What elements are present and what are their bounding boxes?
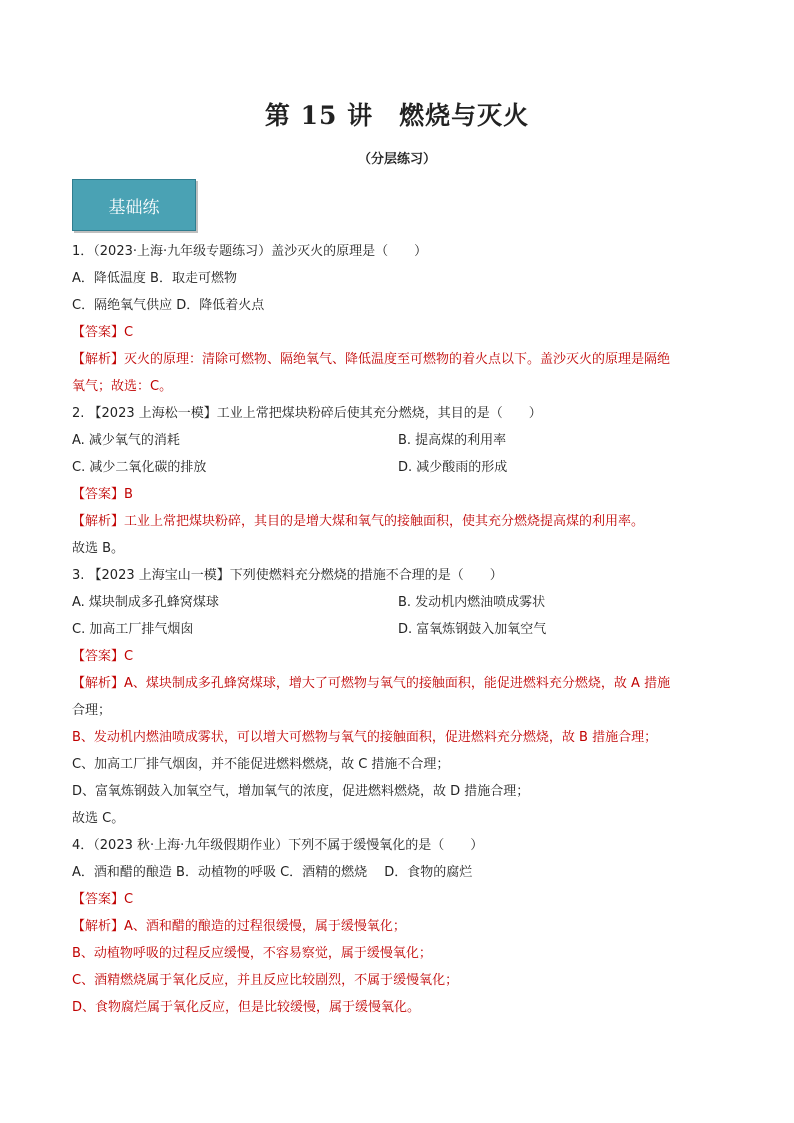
question-2	[72, 400, 732, 562]
answer-line	[72, 319, 732, 346]
options-line: C．隔绝氧气供应 D．降低着火点	[72, 298, 265, 313]
section-label: 基础练	[108, 197, 160, 218]
option-a: A. 减少氧气的消耗	[72, 433, 180, 448]
analysis-line	[72, 346, 732, 373]
options-row	[72, 589, 732, 616]
question-3	[72, 562, 732, 832]
question-4	[72, 832, 732, 1021]
answer-tag: 【答案】	[72, 325, 125, 340]
analysis-text: A、酒和醋的酿造的过程很缓慢，属于缓慢氧化；	[124, 919, 406, 934]
analysis-text: 氧气；故选：C。	[72, 379, 173, 394]
analysis-text: 灭火的原理：清除可燃物、隔绝氧气、降低温度至可燃物的着火点以下。盖沙灭火的原理是隔绝	[124, 352, 671, 367]
question-stem: 3. 【2023 上海宝山一模】下列使燃料充分燃烧的措施不合理的是（ ）	[72, 568, 503, 583]
analysis-tag: 【解析】	[72, 514, 125, 529]
options-row	[72, 454, 732, 481]
analysis-tag: 【解析】	[72, 676, 125, 691]
page-subtitle: （分层练习）	[357, 152, 436, 167]
answer-line	[72, 643, 732, 670]
option-d: D. 减少酸雨的形成	[398, 460, 508, 475]
analysis-text: 工业上常把煤块粉碎，其目的是增大煤和氧气的接触面积，使其充分燃烧提高煤的利用率。	[124, 514, 645, 529]
analysis-text: B、动植物呼吸的过程反应缓慢，不容易察觉，属于缓慢氧化；	[72, 946, 432, 961]
question-list	[72, 238, 732, 1021]
answer-line	[72, 481, 732, 508]
answer-value: B	[124, 487, 133, 502]
analysis-text: A、煤块制成多孔蜂窝煤球，增大了可燃物与氧气的接触面积，能促进燃料充分燃烧，故 A 措施	[124, 676, 671, 691]
answer-tag: 【答案】	[72, 649, 125, 664]
option-c: C. 减少二氧化碳的排放	[72, 460, 207, 475]
question-stem: 2. 【2023 上海松一模】工业上常把煤块粉碎后使其充分燃烧，其目的是（ ）	[72, 406, 542, 421]
option-d: D. 富氧炼钢鼓入加氧空气	[398, 622, 547, 637]
options-line: A．酒和醋的酿造 B．动植物的呼吸 C．酒精的燃烧 D．食物的腐烂	[72, 865, 473, 880]
analysis-line	[72, 670, 732, 697]
question-1	[72, 238, 732, 400]
analysis-text: 故选 B。	[72, 541, 125, 556]
answer-tag: 【答案】	[72, 892, 125, 907]
answer-tag: 【答案】	[72, 487, 125, 502]
answer-value: C	[124, 649, 134, 664]
options-line: A．降低温度 B．取走可燃物	[72, 271, 237, 286]
analysis-text: C、酒精燃烧属于氧化反应，并且反应比较剧烈，不属于缓慢氧化；	[72, 973, 459, 988]
options-row	[72, 427, 732, 454]
analysis-text: B、发动机内燃油喷成雾状，可以增大可燃物与氧气的接触面积，促进燃料充分燃烧，故 B 措施合理；	[72, 730, 658, 745]
answer-value: C	[124, 892, 134, 907]
section-label-box	[72, 179, 196, 231]
analysis-line	[72, 913, 732, 940]
analysis-text: D、食物腐烂属于氧化反应，但是比较缓慢，属于缓慢氧化。	[72, 1000, 421, 1015]
option-c: C. 加高工厂排气烟囱	[72, 622, 194, 637]
answer-line	[72, 886, 732, 913]
option-b: B. 发动机内燃油喷成雾状	[398, 595, 546, 610]
option-b: B. 提高煤的利用率	[398, 433, 507, 448]
question-stem: 4．（2023 秋·上海·九年级假期作业）下列不属于缓慢氧化的是（ ）	[72, 838, 484, 853]
analysis-text: C、加高工厂排气烟囱，并不能促进燃料燃烧，故 C 措施不合理；	[72, 757, 450, 772]
options-row	[72, 616, 732, 643]
analysis-text: 故选 C。	[72, 811, 125, 826]
analysis-text: D、富氧炼钢鼓入加氧空气，增加氧气的浓度，促进燃料燃烧，故 D 措施合理；	[72, 784, 530, 799]
question-stem: 1．（2023·上海·九年级专题练习）盖沙灭火的原理是（ ）	[72, 244, 428, 259]
analysis-text: 合理；	[72, 703, 112, 718]
option-a: A. 煤块制成多孔蜂窝煤球	[72, 595, 219, 610]
analysis-tag: 【解析】	[72, 919, 125, 934]
page-title: 第 15 讲 燃烧与灭火	[264, 101, 530, 130]
analysis-line	[72, 508, 732, 535]
answer-value: C	[124, 325, 134, 340]
analysis-tag: 【解析】	[72, 352, 125, 367]
